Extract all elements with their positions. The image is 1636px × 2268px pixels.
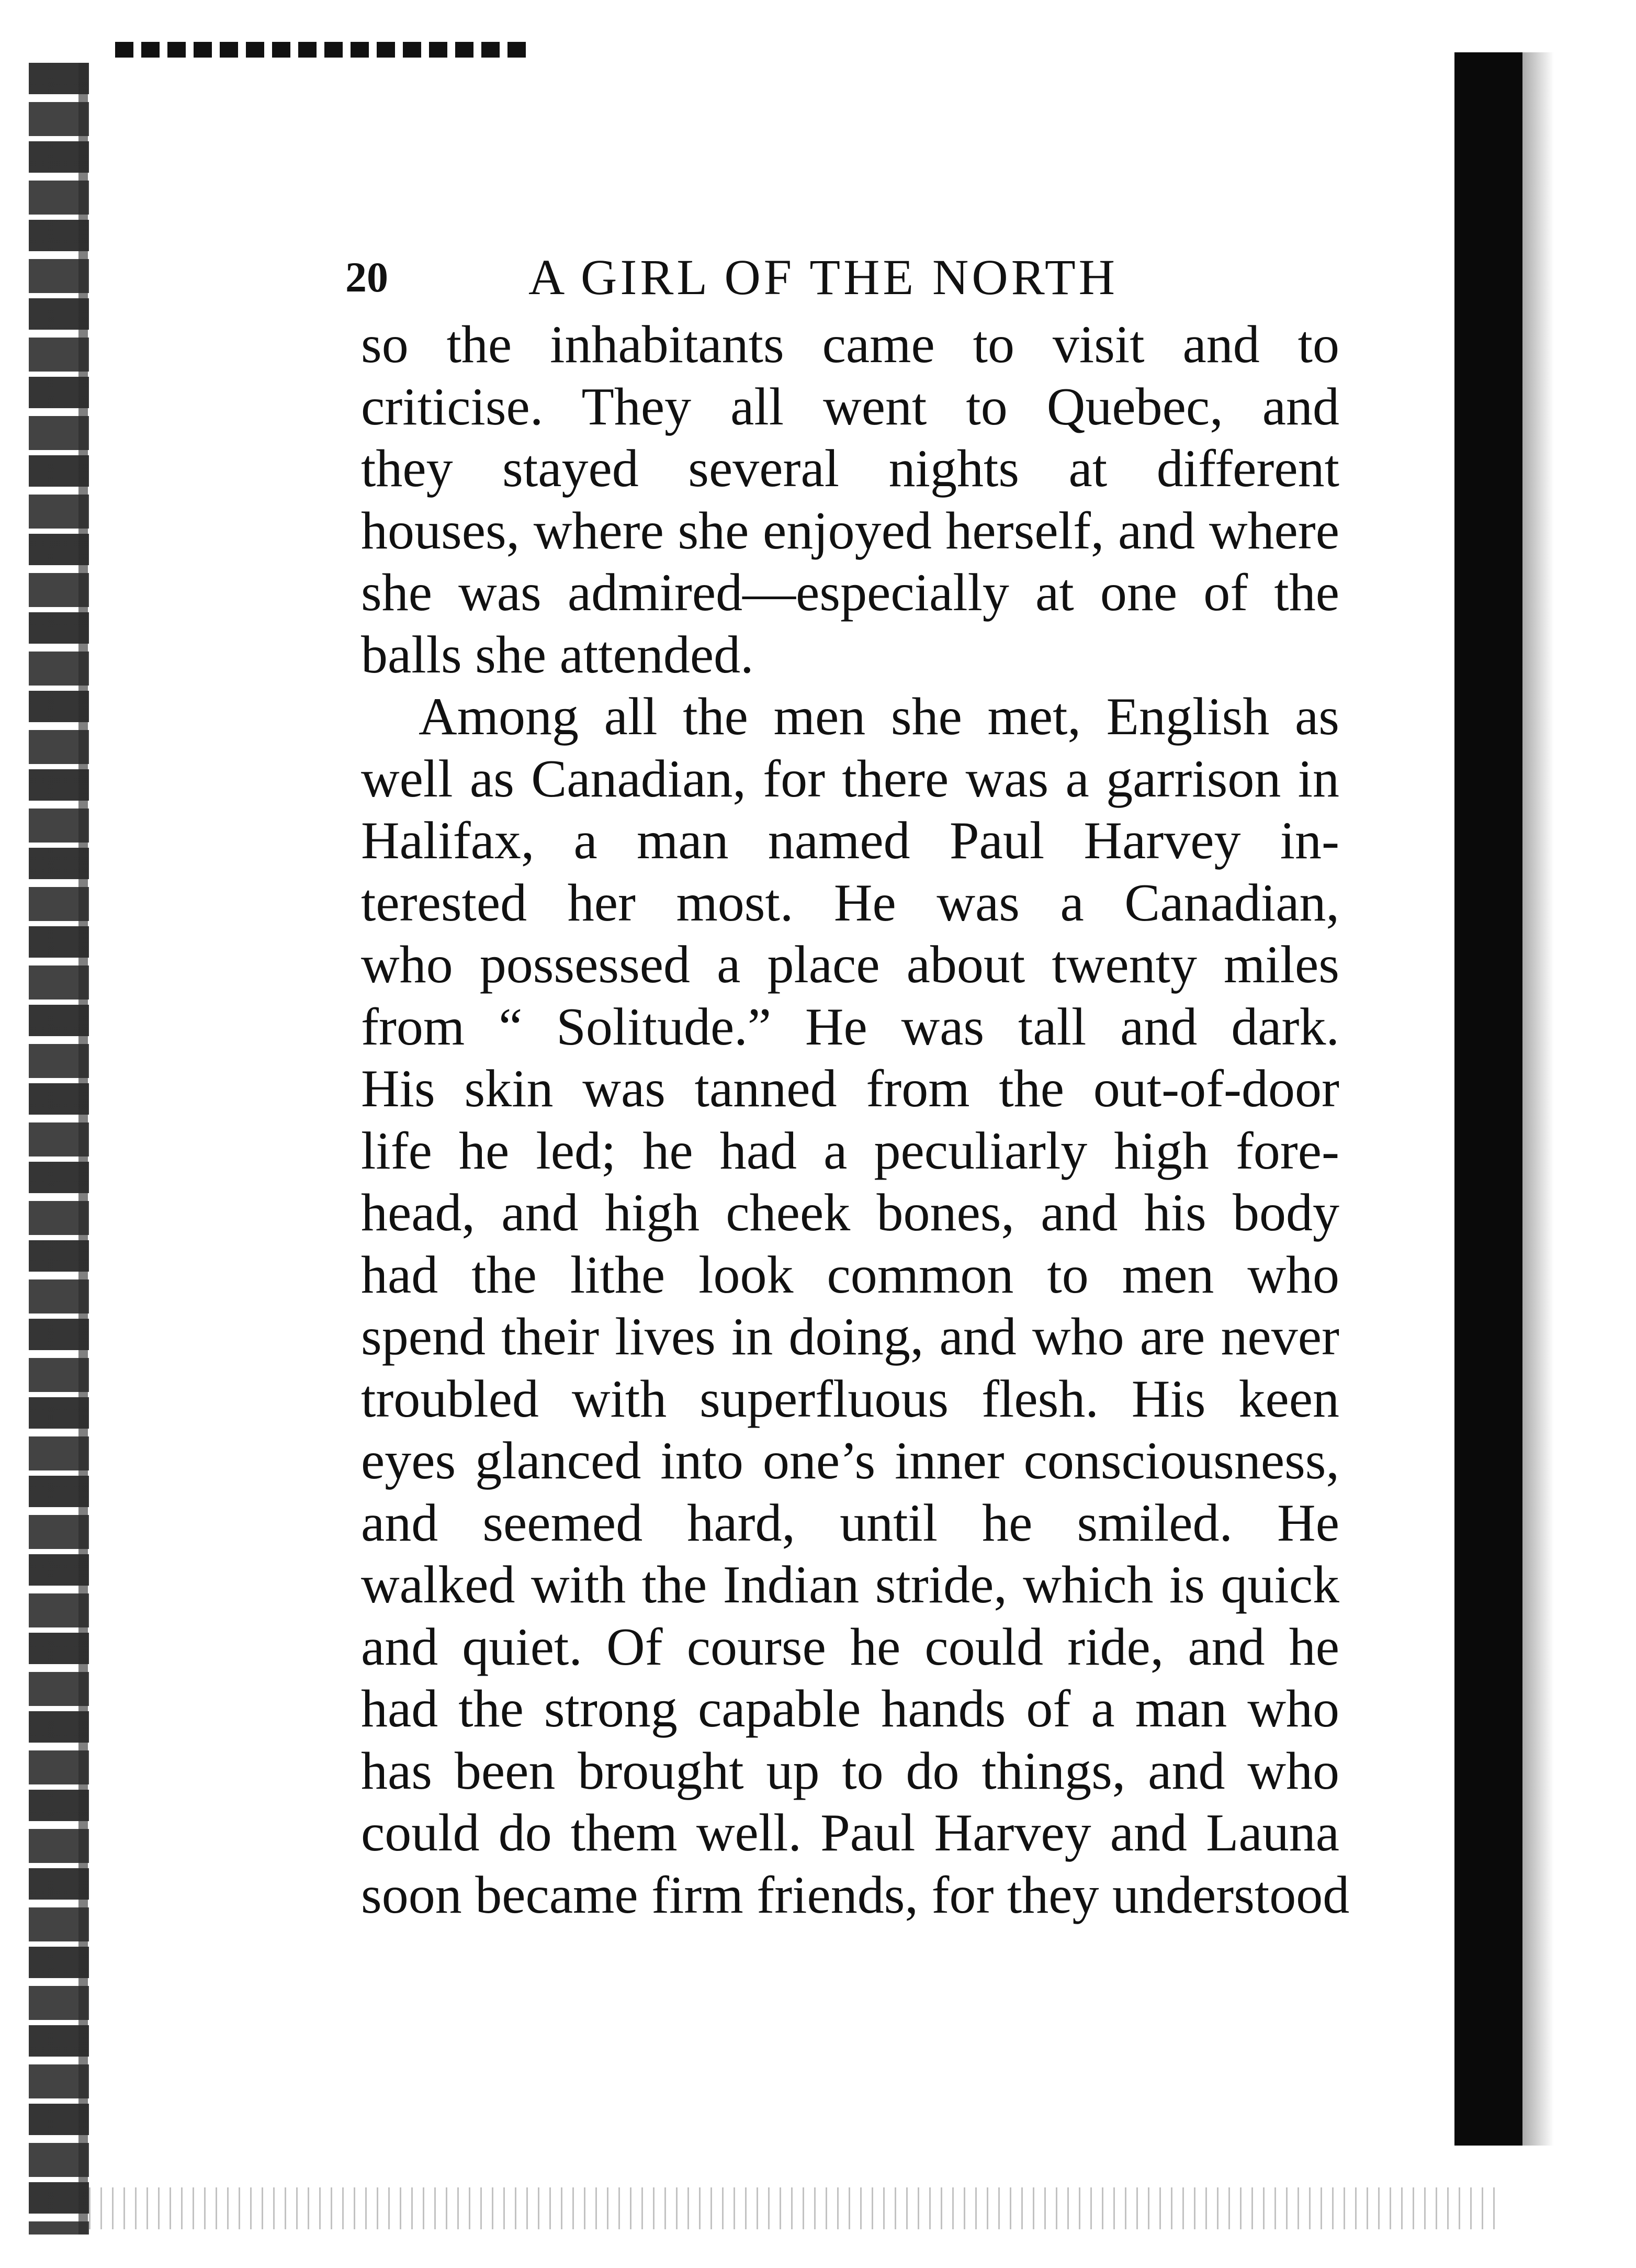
text-line: houses, where she enjoyed herself, and where [361, 501, 1339, 560]
text-line: walked with the Indian stride, which is quick [361, 1555, 1339, 1614]
scan-artifact-right-shadow [1522, 52, 1554, 2146]
text-line: troubled with superfluous flesh. His keen [361, 1369, 1339, 1429]
book-title: A GIRL OF THE NORTH [528, 249, 1118, 305]
text-line: had the strong capable hands of a man who [361, 1679, 1339, 1738]
text-line: life he led; he had a peculiarly high fore- [361, 1121, 1339, 1181]
text-line: who possessed a place about twenty miles [361, 935, 1339, 994]
text-line: soon became firm friends, for they understood [361, 1865, 1350, 1925]
text-line: His skin was tanned from the out-of-door [361, 1059, 1339, 1118]
scan-artifact-bottom [89, 2187, 1502, 2229]
text-line: well as Canadian, for there was a garrison in [361, 749, 1339, 809]
running-head [345, 246, 1470, 309]
text-line: and seemed hard, until he smiled. He [361, 1493, 1339, 1553]
text-line: balls she attended. [361, 625, 754, 684]
text-line: they stayed several nights at different [361, 439, 1339, 498]
text-line: had the lithe look common to men who [361, 1245, 1339, 1305]
text-line: has been brought up to do things, and who [361, 1741, 1339, 1801]
text-line: she was admired—especially at one of the [361, 563, 1339, 622]
text-line: eyes glanced into one’s inner consciousness, [361, 1431, 1339, 1490]
text-line: head, and high cheek bones, and his body [361, 1183, 1339, 1242]
text-line: could do them well. Paul Harvey and Launa [361, 1803, 1339, 1862]
text-line: Among all the men she met, English as [419, 687, 1339, 746]
text-line: Halifax, a man named Paul Harvey in- [361, 811, 1339, 870]
body-text [361, 314, 1350, 1926]
text-line: from “ Solitude.” He was tall and dark. [361, 997, 1339, 1057]
scan-artifact-left-shadow [78, 63, 88, 2235]
text-line: criticise. They all went to Quebec, and [361, 377, 1339, 436]
text-line: terested her most. He was a Canadian, [361, 873, 1339, 933]
text-line: so the inhabitants came to visit and to [361, 315, 1339, 374]
text-line: spend their lives in doing, and who are never [361, 1307, 1339, 1366]
scan-artifact-top [115, 42, 528, 58]
scan-artifact-right-edge [1454, 52, 1522, 2146]
page-number: 20 [345, 253, 388, 301]
text-line: and quiet. Of course he could ride, and he [361, 1617, 1339, 1677]
